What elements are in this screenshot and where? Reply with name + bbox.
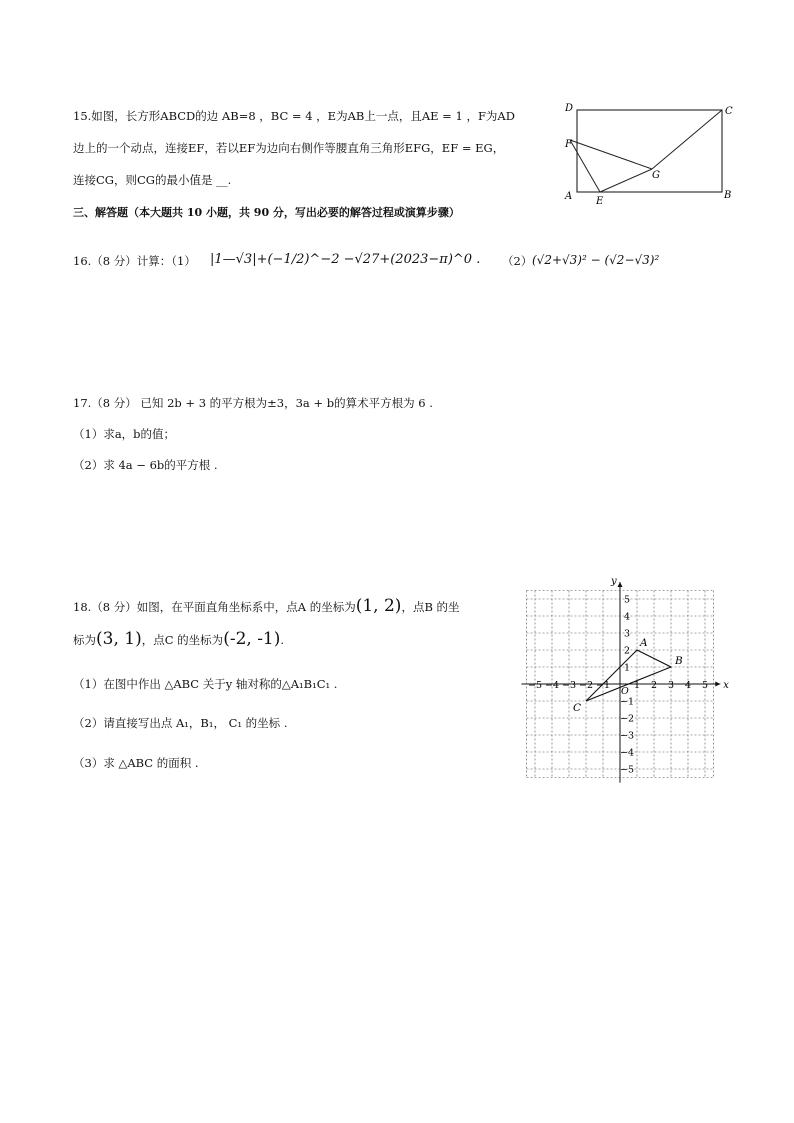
y-tick-label: 4 — [623, 611, 631, 623]
point-label-a: A — [640, 637, 648, 649]
rectangle-figure — [560, 100, 740, 210]
section-title: 三、解答题（本大题共 10 小题，共 90 分，写出必要的解答过程或演算步骤） — [73, 206, 460, 219]
x-tick-label: 1 — [633, 680, 641, 691]
point-label-b: B — [675, 655, 683, 667]
x-axis-label: x — [723, 680, 729, 691]
point-label-c: C — [573, 702, 582, 714]
y-tick-label: 3 — [623, 628, 631, 640]
segment-fg — [570, 140, 652, 169]
x-tick-label: 3 — [667, 680, 675, 691]
q18-line2-end: . — [280, 633, 285, 647]
y-tick-label: −4 — [619, 747, 635, 759]
segment-ef — [570, 140, 600, 192]
y-tick-label: −5 — [619, 764, 635, 776]
y-tick-label: −1 — [619, 696, 635, 708]
y-axis-arrow — [618, 582, 623, 587]
label-g: G — [652, 170, 660, 181]
q15-line1: 15.如图，长方形ABCD的边 AB=8 ，BC = 4 ，E为AB上一点，且AE = 1 ，F为AD — [73, 109, 515, 123]
y-axis-label: y — [611, 576, 617, 587]
y-tick-label: −3 — [619, 730, 635, 742]
coord-b: (3, 1) — [96, 629, 142, 649]
q18-part1: （1）在图中作出 △ABC 关于y 轴对称的△A₁B₁C₁ . — [73, 677, 338, 691]
label-f: F — [565, 139, 572, 150]
x-tick-label: −1 — [595, 680, 611, 691]
label-d: D — [565, 103, 574, 114]
q16-expression-2: (√2+√3)² − (√2−√3)² — [532, 253, 660, 267]
x-tick-label: 4 — [684, 680, 692, 691]
x-axis-arrow — [715, 682, 720, 687]
q16-part2-label: （2） — [502, 254, 533, 268]
y-tick-label: 5 — [623, 594, 631, 606]
q17-part2: （2）求 4a − 6b的平方根 . — [73, 458, 218, 472]
label-e: E — [596, 196, 604, 207]
segment-gc — [652, 110, 722, 169]
q18-line2-mid: ，点C 的坐标为 — [141, 633, 224, 647]
x-tick-label: −5 — [527, 680, 543, 691]
q17-part1: （1）求a，b的值； — [73, 427, 176, 441]
q18-line2-text: 标为 — [73, 633, 96, 647]
q18-line1-text: 18.（8 分）如图，在平面直角坐标系中，点A 的坐标为 — [73, 600, 356, 614]
coordinate-grid — [525, 572, 729, 776]
q17-line1: 17.（8 分） 已知 2b + 3 的平方根为±3，3a + b的算术平方根为 6 . — [73, 396, 433, 410]
x-tick-label: −3 — [561, 680, 577, 691]
coord-a: (1, 2) — [355, 596, 402, 616]
y-tick-label: 2 — [623, 645, 631, 657]
label-b: B — [724, 190, 732, 201]
y-tick-label: −2 — [619, 713, 635, 725]
y-tick-label: 1 — [623, 662, 631, 674]
q18-line1 — [73, 598, 460, 615]
x-tick-label: 5 — [701, 680, 709, 691]
q18-part3: （3）求 △ABC 的面积 . — [73, 756, 199, 770]
q18-line2 — [73, 631, 284, 648]
x-tick-label: −4 — [544, 680, 560, 691]
label-a: A — [565, 191, 573, 202]
x-tick-label: −2 — [578, 680, 594, 691]
q15-line3: 连接CG，则CG的最小值是 __. — [73, 173, 232, 187]
segment-eg — [600, 169, 652, 192]
q18-part2: （2）请直接写出点 A₁，B₁， C₁ 的坐标 . — [73, 716, 288, 730]
q15-line2: 边上的一个动点，连接EF，若以EF为边向右侧作等腰直角三角形EFG，EF = EG， — [73, 141, 505, 155]
q16-expression-1: |1—√3|+(−1/2)^−2 −√27+(2023−π)^0 . — [210, 252, 481, 267]
x-tick-label: 2 — [650, 680, 658, 691]
coord-c: (-2, -1) — [223, 629, 281, 649]
label-c: C — [725, 106, 733, 117]
q18-line1-tail: ，点B 的坐 — [401, 600, 460, 614]
q16-prefix: 16.（8 分）计算：（1） — [73, 254, 196, 268]
origin-label: O — [621, 686, 629, 697]
